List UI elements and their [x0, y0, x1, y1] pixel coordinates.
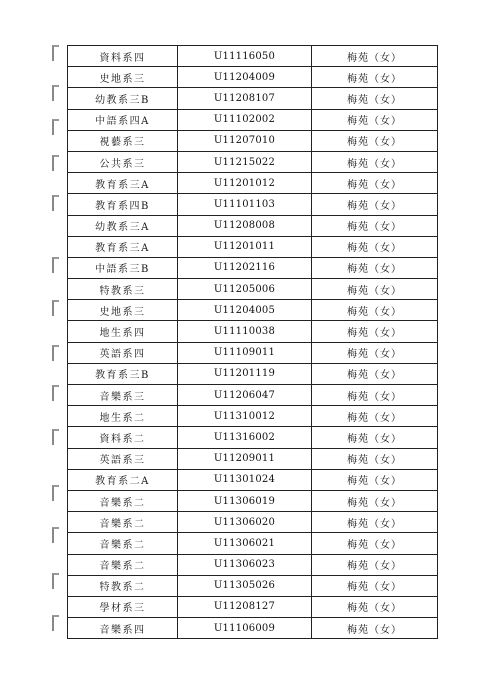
dormitory-cell: 梅苑（女）	[312, 215, 438, 236]
department-cell: 教育系三B	[68, 363, 178, 384]
margin-mark	[52, 119, 59, 135]
dormitory-cell: 梅苑（女）	[312, 533, 438, 554]
table-row	[68, 194, 438, 215]
student-id-cell: U11116050	[178, 46, 312, 67]
table-row	[68, 427, 438, 448]
department-cell: 音樂系三	[68, 385, 178, 406]
table-row	[68, 46, 438, 67]
student-id-cell: U11102002	[178, 109, 312, 130]
student-id-cell: U11306019	[178, 490, 312, 511]
dormitory-cell: 梅苑（女）	[312, 236, 438, 257]
dormitory-cell: 梅苑（女）	[312, 194, 438, 215]
dormitory-cell: 梅苑（女）	[312, 363, 438, 384]
table-row	[68, 130, 438, 151]
table-row	[68, 596, 438, 617]
student-id-cell: U11306020	[178, 512, 312, 533]
department-cell: 特教系三	[68, 279, 178, 300]
department-cell: 教育系二A	[68, 469, 178, 490]
department-cell: 音樂系二	[68, 512, 178, 533]
department-cell: 教育系三A	[68, 173, 178, 194]
student-id-cell: U11207010	[178, 130, 312, 151]
table-row	[68, 257, 438, 278]
student-id-cell: U11201012	[178, 173, 312, 194]
roster-body	[68, 46, 438, 639]
dormitory-cell: 梅苑（女）	[312, 300, 438, 321]
dormitory-cell: 梅苑（女）	[312, 427, 438, 448]
student-id-cell: U11208008	[178, 215, 312, 236]
student-id-cell: U11101103	[178, 194, 312, 215]
margin-mark	[52, 345, 59, 361]
table-row	[68, 236, 438, 257]
student-id-cell: U11301024	[178, 469, 312, 490]
student-id-cell: U11208127	[178, 596, 312, 617]
table-row	[68, 67, 438, 88]
student-id-cell: U11201119	[178, 363, 312, 384]
table-row	[68, 385, 438, 406]
department-cell: 史地系三	[68, 300, 178, 321]
table-row	[68, 88, 438, 109]
dormitory-cell: 梅苑（女）	[312, 151, 438, 172]
table-row	[68, 618, 438, 639]
department-cell: 音樂系二	[68, 490, 178, 511]
student-id-cell: U11109011	[178, 342, 312, 363]
dormitory-cell: 梅苑（女）	[312, 575, 438, 596]
department-cell: 幼教系三A	[68, 215, 178, 236]
margin-mark	[52, 155, 59, 171]
student-id-cell: U11316002	[178, 427, 312, 448]
dormitory-cell: 梅苑（女）	[312, 512, 438, 533]
table-row	[68, 469, 438, 490]
student-id-cell: U11310012	[178, 406, 312, 427]
margin-mark	[52, 573, 59, 589]
dormitory-cell: 梅苑（女）	[312, 554, 438, 575]
dormitory-cell: 梅苑（女）	[312, 130, 438, 151]
table-row	[68, 512, 438, 533]
dormitory-cell: 梅苑（女）	[312, 596, 438, 617]
table-row	[68, 300, 438, 321]
dormitory-cell: 梅苑（女）	[312, 342, 438, 363]
department-cell: 英語系四	[68, 342, 178, 363]
dormitory-cell: 梅苑（女）	[312, 406, 438, 427]
margin-mark	[52, 385, 59, 401]
department-cell: 中語系四A	[68, 109, 178, 130]
department-cell: 學材系三	[68, 596, 178, 617]
dormitory-cell: 梅苑（女）	[312, 385, 438, 406]
department-cell: 幼教系三B	[68, 88, 178, 109]
table-row	[68, 321, 438, 342]
dormitory-cell: 梅苑（女）	[312, 88, 438, 109]
table-row	[68, 173, 438, 194]
department-cell: 英語系三	[68, 448, 178, 469]
department-cell: 中語系三B	[68, 257, 178, 278]
dormitory-cell: 梅苑（女）	[312, 490, 438, 511]
scan-margin-marks	[52, 45, 64, 640]
dormitory-cell: 梅苑（女）	[312, 46, 438, 67]
margin-mark	[52, 527, 59, 543]
department-cell: 音樂系四	[68, 618, 178, 639]
department-cell: 地生系二	[68, 406, 178, 427]
student-id-cell: U11306021	[178, 533, 312, 554]
margin-mark	[52, 485, 59, 501]
table-row	[68, 554, 438, 575]
margin-mark	[52, 300, 59, 316]
student-id-cell: U11209011	[178, 448, 312, 469]
department-cell: 音樂系二	[68, 554, 178, 575]
margin-mark	[52, 257, 59, 273]
department-cell: 教育系四B	[68, 194, 178, 215]
student-id-cell: U11106009	[178, 618, 312, 639]
margin-mark	[52, 429, 59, 445]
dormitory-cell: 梅苑（女）	[312, 448, 438, 469]
table-row	[68, 363, 438, 384]
table-row	[68, 406, 438, 427]
student-id-cell: U11306023	[178, 554, 312, 575]
department-cell: 公共系三	[68, 151, 178, 172]
student-id-cell: U11208107	[178, 88, 312, 109]
margin-mark	[52, 85, 59, 101]
table-row	[68, 575, 438, 596]
student-id-cell: U11206047	[178, 385, 312, 406]
student-id-cell: U11201011	[178, 236, 312, 257]
margin-mark	[52, 615, 59, 631]
student-id-cell: U11205006	[178, 279, 312, 300]
margin-mark	[52, 45, 59, 61]
table-row	[68, 448, 438, 469]
student-id-cell: U11202116	[178, 257, 312, 278]
dormitory-cell: 梅苑（女）	[312, 469, 438, 490]
table-row	[68, 533, 438, 554]
department-cell: 音樂系二	[68, 533, 178, 554]
table-row	[68, 215, 438, 236]
department-cell: 地生系四	[68, 321, 178, 342]
dormitory-cell: 梅苑（女）	[312, 173, 438, 194]
margin-mark	[52, 195, 59, 211]
student-id-cell: U11110038	[178, 321, 312, 342]
dormitory-cell: 梅苑（女）	[312, 618, 438, 639]
department-cell: 資料系四	[68, 46, 178, 67]
dormitory-cell: 梅苑（女）	[312, 279, 438, 300]
department-cell: 特教系二	[68, 575, 178, 596]
dormitory-roster-table	[67, 45, 438, 639]
dormitory-cell: 梅苑（女）	[312, 257, 438, 278]
student-id-cell: U11305026	[178, 575, 312, 596]
department-cell: 資料系二	[68, 427, 178, 448]
table-row	[68, 279, 438, 300]
table-row	[68, 109, 438, 130]
table-row	[68, 342, 438, 363]
dormitory-cell: 梅苑（女）	[312, 321, 438, 342]
student-id-cell: U11215022	[178, 151, 312, 172]
table-row	[68, 151, 438, 172]
department-cell: 史地系三	[68, 67, 178, 88]
dormitory-cell: 梅苑（女）	[312, 109, 438, 130]
department-cell: 視藝系三	[68, 130, 178, 151]
student-id-cell: U11204009	[178, 67, 312, 88]
dormitory-cell: 梅苑（女）	[312, 67, 438, 88]
department-cell: 教育系三A	[68, 236, 178, 257]
table-row	[68, 490, 438, 511]
student-id-cell: U11204005	[178, 300, 312, 321]
